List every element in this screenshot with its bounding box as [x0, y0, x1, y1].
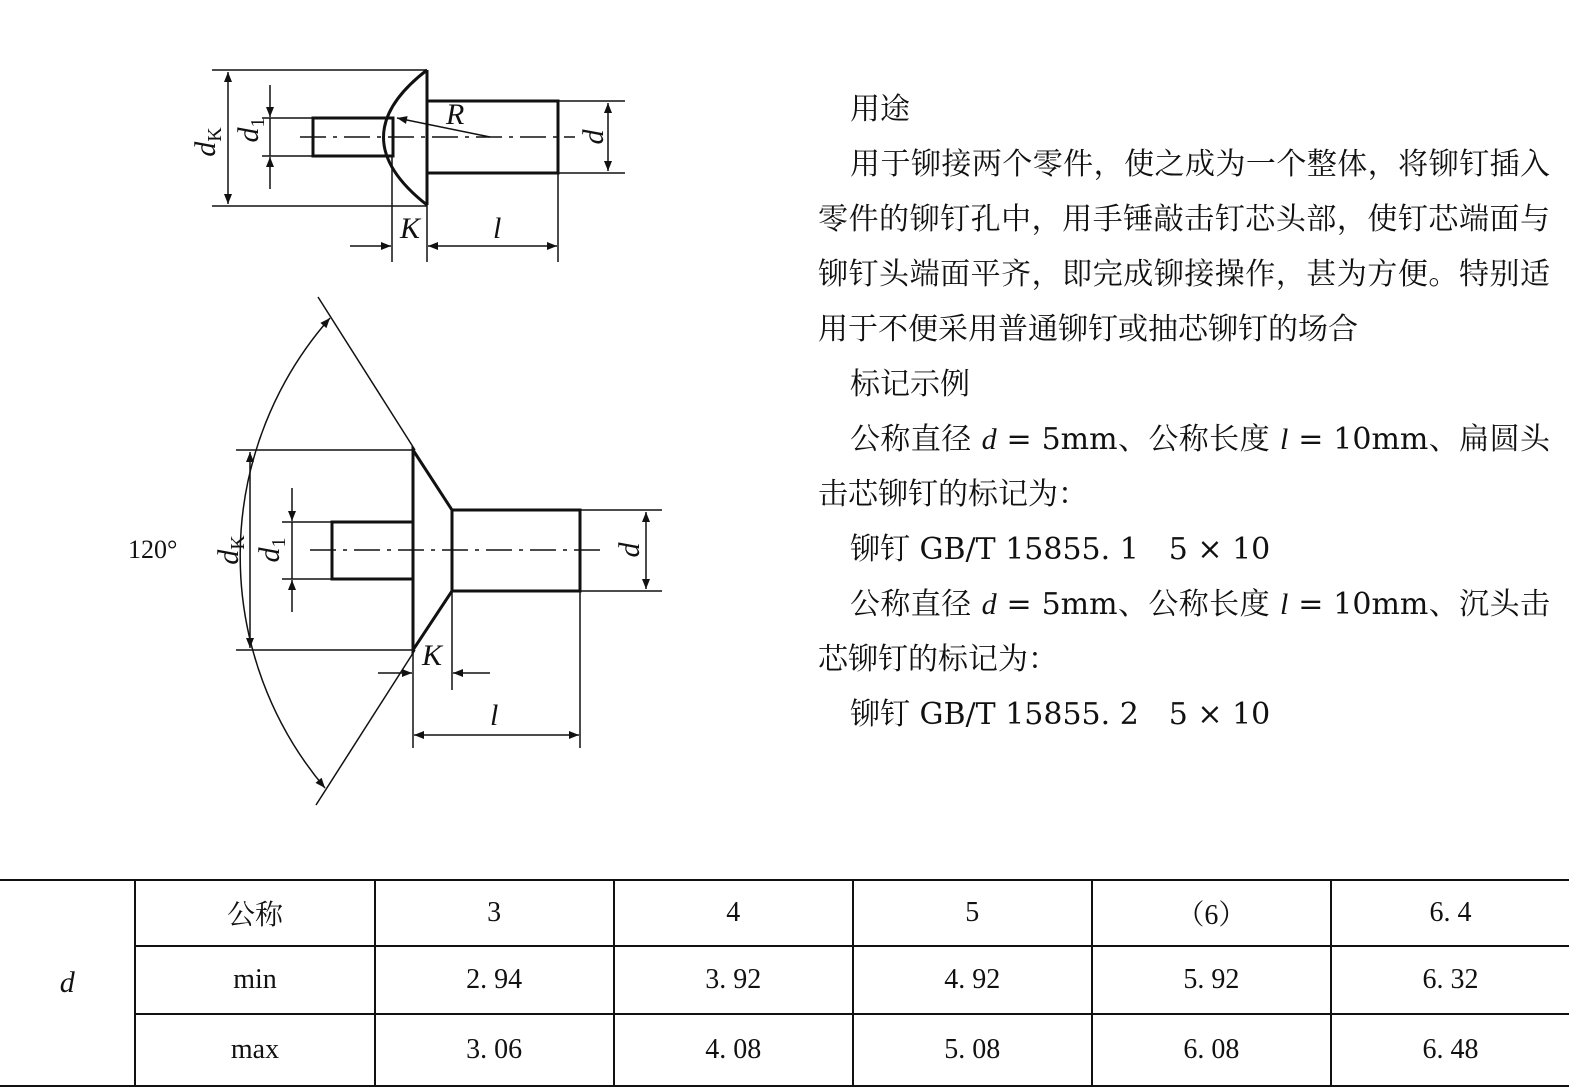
table-cell: 4	[614, 880, 853, 946]
label-dk: $d_K$	[189, 127, 226, 157]
table-cell: 3. 06	[375, 1014, 614, 1086]
label-d: d	[613, 542, 646, 558]
table-row-min	[0, 946, 1569, 1014]
label-k: K	[422, 639, 443, 672]
table-cell: 6. 08	[1092, 1014, 1331, 1086]
table-cell: 6. 48	[1331, 1014, 1569, 1086]
table-cell: 3	[375, 880, 614, 946]
table-cell: 6. 4	[1331, 880, 1569, 946]
example1-marking: 铆钉 GB/T 15855. 1 5 × 10	[850, 532, 1271, 567]
table-cell: 3. 92	[614, 946, 853, 1014]
label-l: l	[493, 212, 502, 245]
table-cell: 4. 92	[853, 946, 1092, 1014]
label-d1: $d_1$	[232, 117, 269, 143]
label-d1: $d_1$	[253, 537, 290, 563]
table-cell: 6. 32	[1331, 946, 1569, 1014]
usage-body: 用于铆接两个零件，使之成为一个整体，将铆钉插入零件的铆钉孔中，用手锤敲击钉芯头部，使钉芯端面与铆钉头端面平齐，即完成铆接操作，甚为方便。特别适用于不便采用普通铆钉或抽芯铆钉的场合	[818, 147, 1550, 347]
table-cell: 2. 94	[375, 946, 614, 1014]
table-cell: （6）	[1092, 880, 1331, 946]
row-label: min	[135, 946, 374, 1014]
label-k: K	[400, 212, 421, 245]
diameter-spec-table	[0, 879, 1569, 1087]
label-dk: $d_K$	[212, 535, 249, 565]
marking-heading: 标记示例	[850, 367, 970, 402]
rivet-drawings	[0, 0, 800, 860]
bottom-view-countersunk-rivet	[236, 297, 662, 805]
technical-drawing	[0, 0, 800, 860]
table-cell: 5	[853, 880, 1092, 946]
label-d: d	[577, 129, 610, 145]
description-text	[818, 82, 1550, 742]
label-angle: 120°	[128, 535, 178, 564]
example2-description: 公称直径 d = 5mm、公称长度 l = 10mm、沉头击芯铆钉的标记为：	[818, 587, 1550, 677]
usage-heading: 用途	[850, 92, 910, 127]
bottom-view-labels	[128, 535, 646, 732]
table-row-max	[0, 1014, 1569, 1086]
table-cell: 5. 92	[1092, 946, 1331, 1014]
table-row-nominal	[0, 880, 1569, 946]
row-label: 公称	[135, 880, 374, 946]
label-r: R	[446, 98, 465, 131]
example2-marking: 铆钉 GB/T 15855. 2 5 × 10	[850, 697, 1271, 732]
example1-description: 公称直径 d = 5mm、公称长度 l = 10mm、扁圆头击芯铆钉的标记为：	[818, 422, 1550, 512]
row-label: max	[135, 1014, 374, 1086]
symbol-cell: d	[0, 880, 135, 1086]
label-l: l	[490, 699, 499, 732]
table-cell: 4. 08	[614, 1014, 853, 1086]
table-cell: 5. 08	[853, 1014, 1092, 1086]
